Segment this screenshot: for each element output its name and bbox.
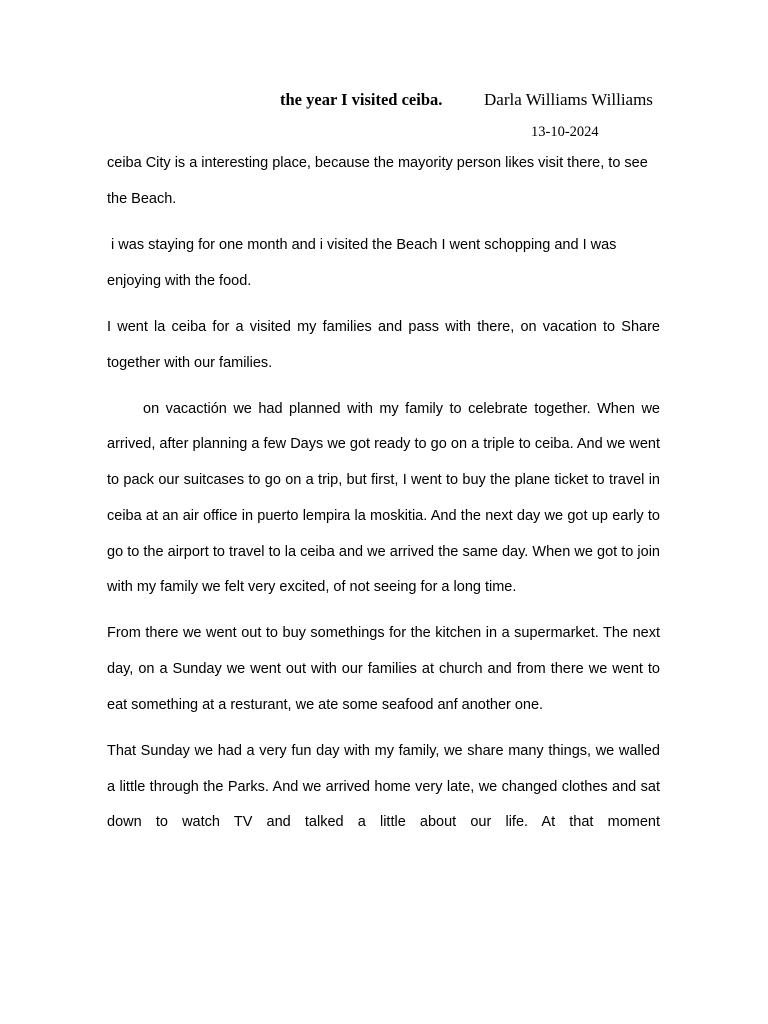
document-body	[107, 146, 660, 852]
paragraph-1: ceiba City is a interesting place, because the mayority person likes visit there, to see the Beach.	[107, 155, 652, 207]
paragraph-4: on vacactión we had planned with my family to celebrate together. When we arrived, after planning a few Days we got ready to go on a triple to ceiba. And we went to pack our suitcases to go on a trip, but first, I went to buy the plane ticket to travel in ceiba at an air office in puerto lempira la moskitia. And the next day we got up early to go to the airport to travel to la ceiba and we arrived the same day. When we got to join with my family we felt very excited, of not seeing for a long time.	[107, 400, 660, 596]
paragraph-2: i was staying for one month and i visited the Beach I went schopping and I was enjoying with the food.	[107, 236, 621, 289]
author-name: Darla Williams Williams	[484, 90, 653, 109]
paragraph-6: That Sunday we had a very fun day with my family, we share many things, we walled a little through the Parks. And we arrived home very late, we changed clothes and sat down to watch TV and talked a little about our life. At that moment	[107, 743, 660, 831]
document-title: the year I visited ceiba.	[280, 90, 443, 109]
paragraph-5: From there we went out to buy somethings for the kitchen in a supermarket. The next day, on a Sunday we went out with our families at church and from there we went to eat something at a resturant, we ate some seafood anf another one.	[107, 625, 660, 713]
paragraph-3: I went la ceiba for a visited my families and pass with there, on vacation to Share together with our families.	[107, 318, 660, 371]
document-date: 13-10-2024	[531, 124, 599, 140]
